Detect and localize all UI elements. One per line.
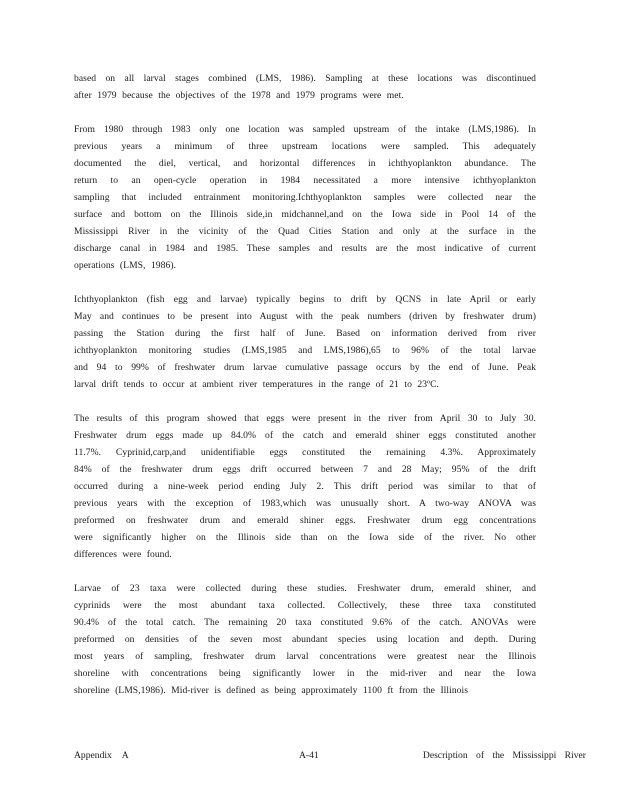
text-line: From 1980 through 1983 only one location was sampled upstream of the intake (LMS,1986). In [74, 124, 536, 135]
text-line: previous years with the exception of 1983,which was unusually short. A two-way ANOVA was [74, 498, 536, 509]
text-line: most years of sampling, freshwater drum larval concentrations were greatest near the Illinois [74, 651, 536, 662]
text-line: May and continues to be present into August with the peak numbers (driven by freshwater drum) [74, 311, 536, 322]
text-line: Ichthyoplankton (fish egg and larvae) typically begins to drift by QCNS in late April or early [74, 294, 536, 305]
text-line: operations (LMS, 1986). [74, 260, 177, 271]
text-line: larval drift tends to occur at ambient river temperatures in the range of 21 to 23ºC. [74, 379, 439, 390]
text-line: preformed on freshwater drum and emerald shiner eggs. Freshwater drum egg concentrations [74, 515, 536, 526]
text-line: occurred during a nine-week period ending July 2. This drift period was similar to that of [74, 481, 536, 492]
footer-page-number: A-41 [299, 750, 319, 761]
paragraph [74, 580, 536, 699]
text-line: based on all larval stages combined (LMS, 1986). Sampling at these locations was discontinued [74, 73, 536, 84]
text-line: preformed on densities of the seven most abundant species using location and depth. During [74, 634, 536, 645]
text-line: Mississippi River in the vicinity of the Quad Cities Station and only at the surface in the [74, 226, 536, 237]
text-line: discharge canal in 1984 and 1985. These samples and results are the most indicative of current [74, 243, 536, 254]
text-line: The results of this program showed that eggs were present in the river from April 30 to July 30. [74, 413, 536, 424]
footer-appendix-label: Appendix A [74, 750, 129, 761]
text-line: were significantly higher on the Illinois side than on the Iowa side of the river. No other [74, 532, 536, 543]
body-text [74, 70, 536, 716]
text-line: shoreline with concentrations being significantly lower in the mid-river and near the Iowa [74, 668, 536, 679]
text-line: documented the diel, vertical, and horizontal differences in ichthyoplankton abundance. The [74, 158, 536, 169]
footer-section-title: Description of the Mississippi River [422, 750, 586, 761]
page-footer [0, 749, 618, 763]
text-line: Freshwater drum eggs made up 84.0% of the catch and emerald shiner eggs constituted another [74, 430, 536, 441]
text-line: surface and bottom on the Illinois side,in midchannel,and on the Iowa side in Pool 14 of the [74, 209, 536, 220]
text-line: return to an open-cycle operation in 1984 necessitated a more intensive ichthyoplankton [74, 175, 536, 186]
text-line: previous years a minimum of three upstream locations were sampled. This adequately [74, 141, 536, 152]
text-line: passing the Station during the first half of June. Based on information derived from river [74, 328, 536, 339]
text-line: differences were found. [74, 549, 172, 560]
text-line: sampling that included entrainment monitoring.Ichthyoplankton samples were collected near the [74, 192, 536, 203]
text-line: cyprinids were the most abundant taxa collected. Collectively, these three taxa constituted [74, 600, 536, 611]
paragraph [74, 121, 536, 274]
text-line: shoreline (LMS,1986). Mid-river is defined as being approximately 1100 ft from the Illinois [74, 685, 469, 696]
text-line: 90.4% of the total catch. The remaining 20 taxa constituted 9.6% of the catch. ANOVAs were [74, 617, 536, 628]
text-line: Larvae of 23 taxa were collected during these studies. Freshwater drum, emerald shiner, and [74, 583, 536, 594]
text-line: 84% of the freshwater drum eggs drift occurred between 7 and 28 May; 95% of the drift [74, 464, 536, 475]
paragraph [74, 70, 536, 104]
text-line: and 94 to 99% of freshwater drum larvae cumulative passage occurs by the end of June. Peak [74, 362, 536, 373]
paragraph [74, 291, 536, 393]
text-line: 11.7%. Cyprinid,carp,and unidentifiable eggs constituted the remaining 4.3%. Approximately [74, 447, 536, 458]
text-line: ichthyoplankton monitoring studies (LMS,1985 and LMS,1986),65 to 96% of the total larvae [74, 345, 536, 356]
paragraph [74, 410, 536, 563]
text-line: after 1979 because the objectives of the 1978 and 1979 programs were met. [74, 90, 404, 101]
